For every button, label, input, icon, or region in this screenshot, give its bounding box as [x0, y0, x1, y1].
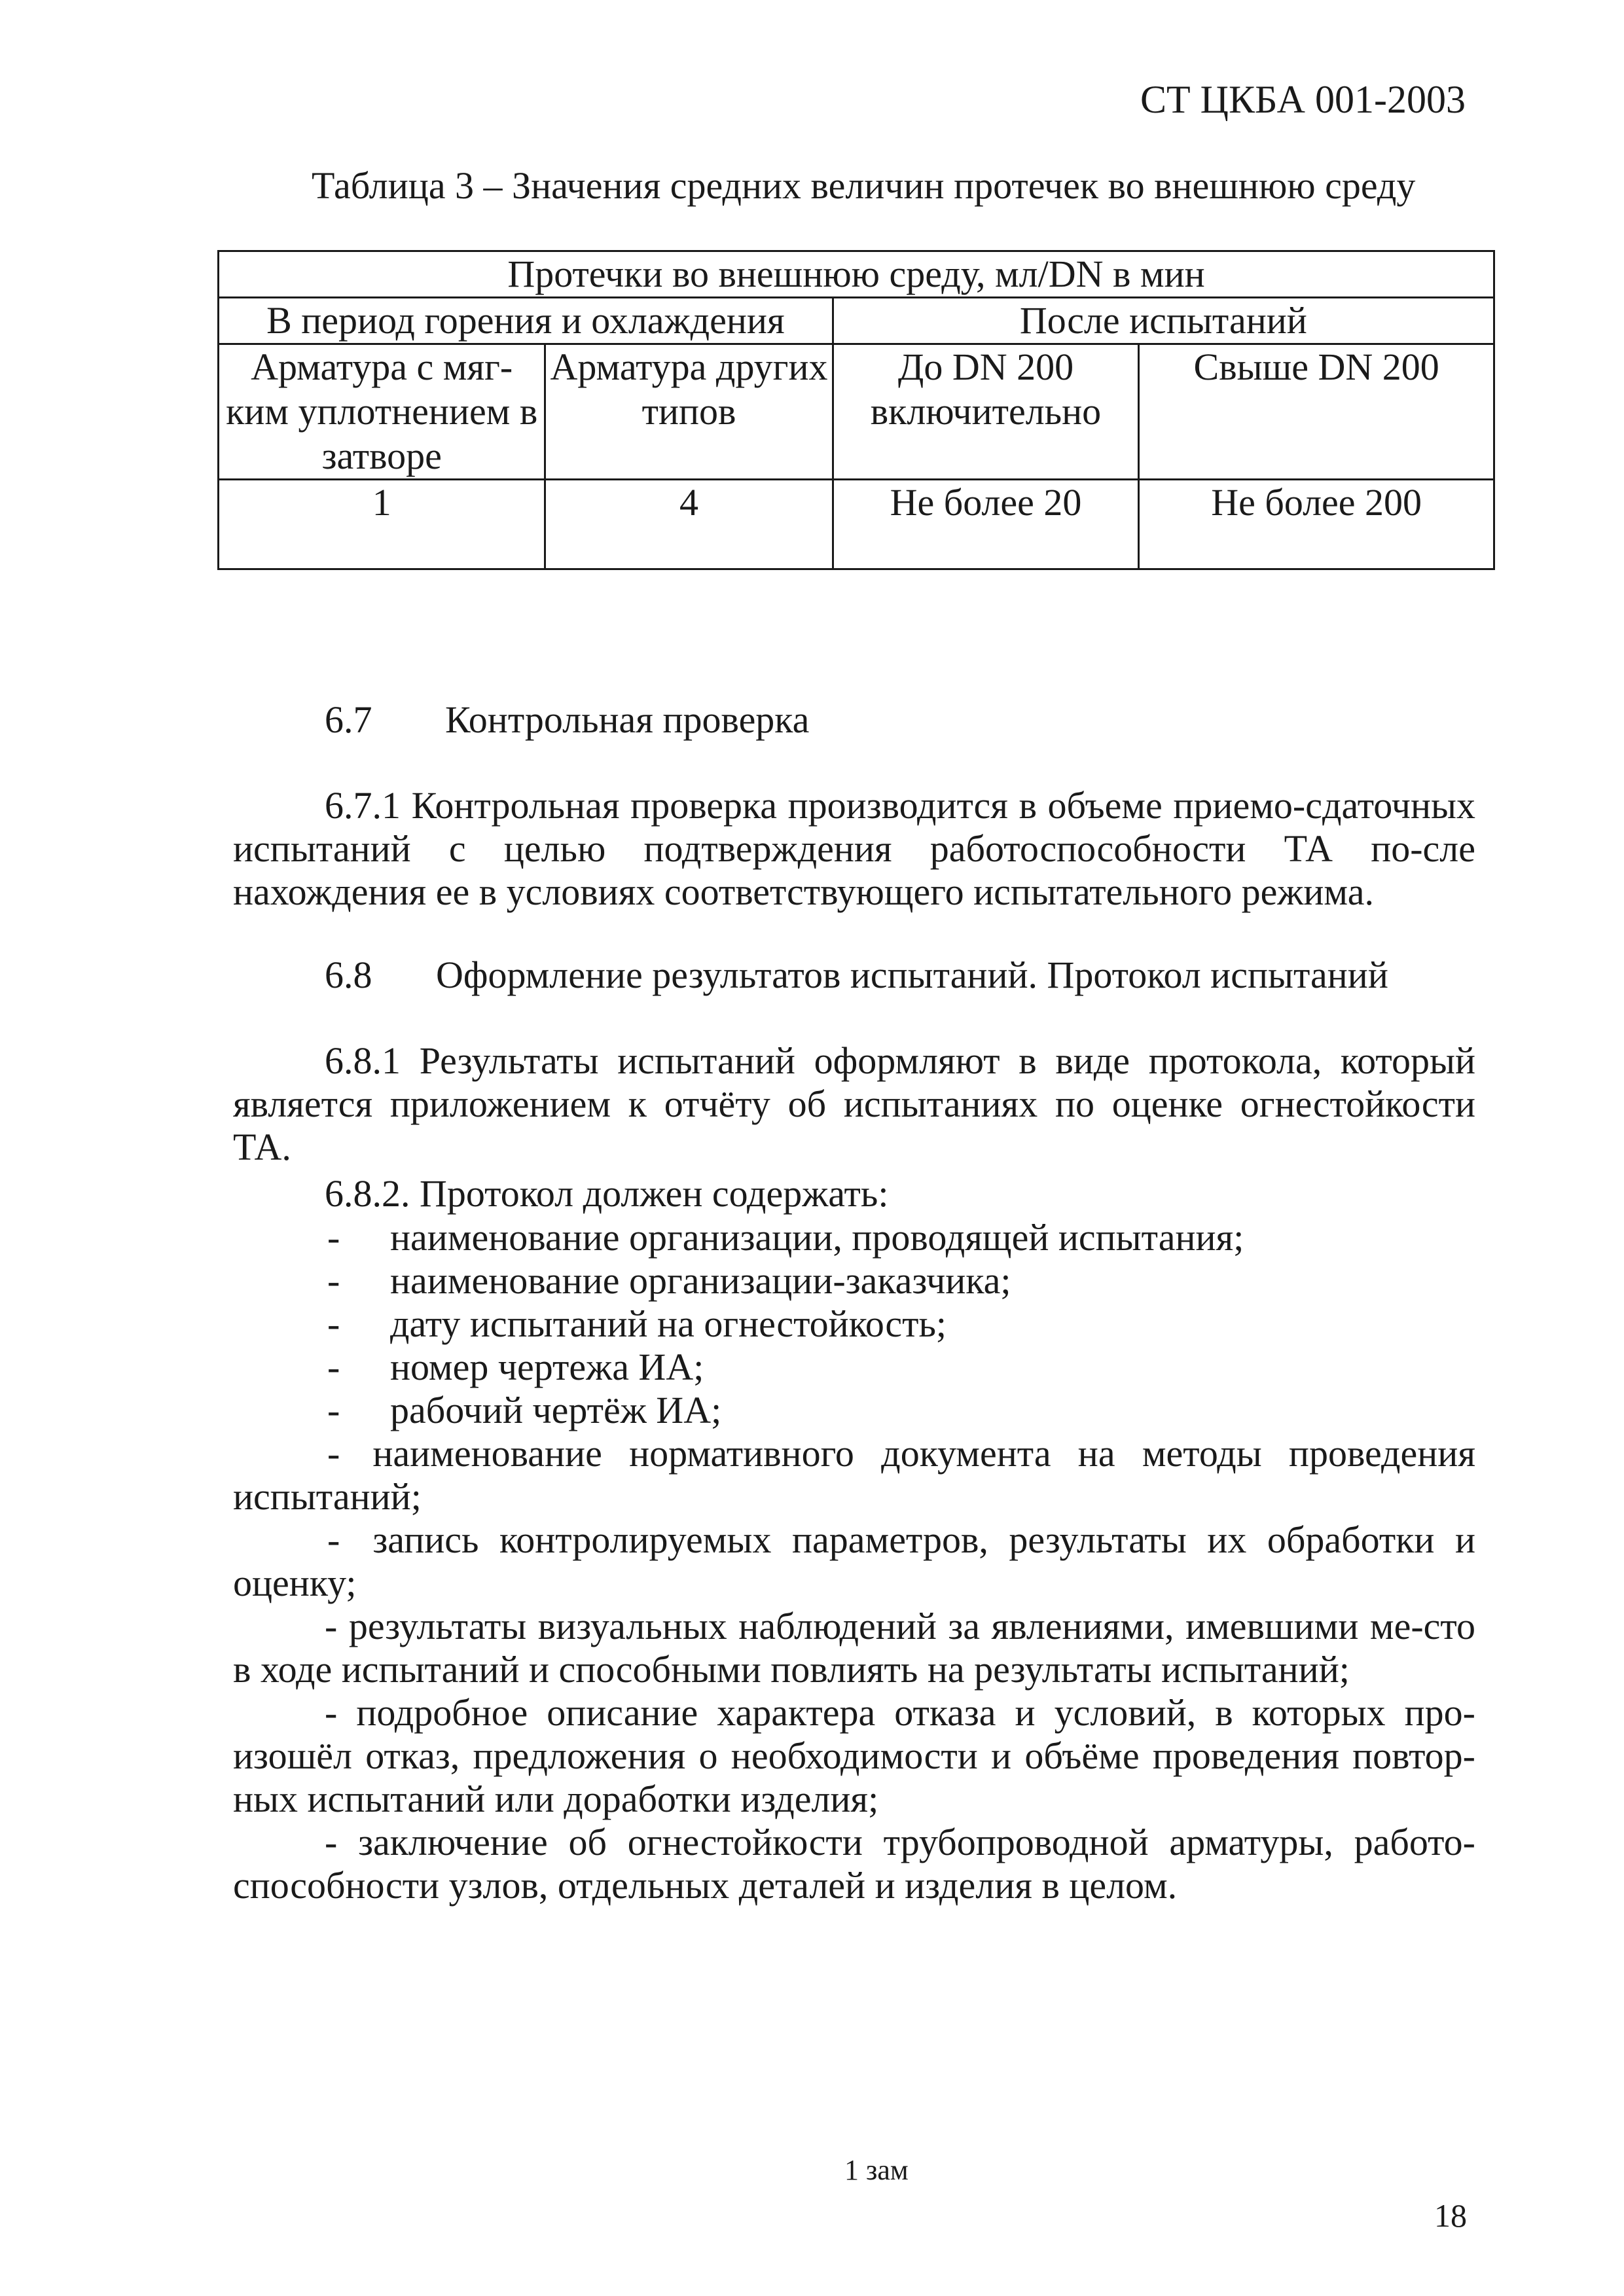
value-other-types: 4	[545, 480, 833, 569]
table-row	[219, 480, 1494, 569]
list-item-text: рабочий чертёж ИА;	[390, 1389, 722, 1431]
list-item-text: подробное описание характера отказа и условий, в которых про-изошёл отказ, предложения о необходимости и объёме проведения повтор-ных испытаний или доработки изделия;	[233, 1691, 1475, 1820]
section-6-7-number: 6.7	[325, 698, 372, 741]
paragraph-6-7-1: 6.7.1 Контрольная проверка производится в объеме приемо-сдаточных испытаний с целью подтверждения работоспособности ТА по-сле нахождения ее в условиях соответствующего испытательного режима.	[233, 784, 1475, 913]
table-row	[219, 251, 1494, 298]
list-dash: -	[327, 1216, 340, 1259]
list-dash: -	[327, 1432, 340, 1475]
paragraph-6-8-1: 6.8.1 Результаты испытаний оформляют в виде протокола, который является приложением к отчёту об испытаниях по оценке огнестойкости ТА.	[233, 1039, 1475, 1168]
table-caption: Таблица 3 – Значения средних величин протечек во внешнюю среду	[312, 164, 1416, 207]
revision-note: 1 зам	[844, 2154, 909, 2186]
column-header-over-dn200: Свыше DN 200	[1139, 344, 1494, 480]
list-item-text: наименование организации-заказчика;	[390, 1259, 1011, 1302]
column-header-upto-dn200: До DN 200 включительно	[833, 344, 1139, 480]
list-item	[233, 1432, 1475, 1518]
list-item-text: запись контролируемых параметров, результаты их обработки и оценку;	[233, 1518, 1475, 1604]
list-item-text: дату испытаний на огнестойкость;	[390, 1302, 947, 1345]
list-dash: -	[327, 1389, 340, 1431]
list-dash: -	[325, 1821, 338, 1863]
list-item-text: заключение об огнестойкости трубопроводной арматуры, работо-способности узлов, отдельных деталей и изделия в целом.	[233, 1821, 1475, 1907]
page-number: 18	[1434, 2197, 1467, 2234]
list-item	[327, 1389, 1475, 1432]
list-item-text: наименование нормативного документа на методы проведения испытаний;	[233, 1432, 1475, 1518]
list-item-text: наименование организации, проводящей испытания;	[390, 1216, 1244, 1259]
list-item	[233, 1605, 1475, 1691]
section-6-8-title: Оформление результатов испытаний. Протокол испытаний	[436, 954, 1388, 996]
table-row	[219, 298, 1494, 344]
list-dash: -	[327, 1346, 340, 1388]
list-dash: -	[325, 1691, 338, 1734]
list-item	[327, 1259, 1475, 1302]
value-soft-seal: 1	[219, 480, 545, 569]
list-item-text: номер чертежа ИА;	[390, 1346, 704, 1388]
list-dash: -	[327, 1259, 340, 1302]
list-dash: -	[327, 1518, 340, 1561]
list-item	[327, 1346, 1475, 1389]
paragraph-6-8-2: 6.8.2. Протокол должен содержать:	[325, 1172, 889, 1215]
list-dash: -	[325, 1605, 338, 1647]
list-item	[327, 1302, 1475, 1346]
list-item	[233, 1821, 1475, 1907]
group-header-burning: В период горения и охлаждения	[219, 298, 833, 344]
table-row	[219, 344, 1494, 480]
table-title-cell: Протечки во внешнюю среду, мл/DN в мин	[219, 251, 1494, 298]
list-dash: -	[327, 1302, 340, 1345]
list-item-text: результаты визуальных наблюдений за явлениями, имевшими ме-сто в ходе испытаний и способными повлиять на результаты испытаний;	[233, 1605, 1475, 1691]
list-item	[233, 1518, 1475, 1605]
section-6-8-number: 6.8	[325, 954, 372, 996]
list-item	[327, 1216, 1475, 1259]
column-header-other-types: Арматура других типов	[545, 344, 833, 480]
value-over-dn200: Не более 200	[1139, 480, 1494, 569]
leak-table	[217, 250, 1495, 570]
column-header-soft-seal: Арматура с мяг-ким уплотнением в затворе	[219, 344, 545, 480]
group-header-after-tests: После испытаний	[833, 298, 1494, 344]
value-upto-dn200: Не более 20	[833, 480, 1139, 569]
section-6-7-title: Контрольная проверка	[445, 698, 810, 741]
document-code: СТ ЦКБА 001-2003	[1140, 78, 1466, 121]
list-item	[233, 1691, 1475, 1821]
